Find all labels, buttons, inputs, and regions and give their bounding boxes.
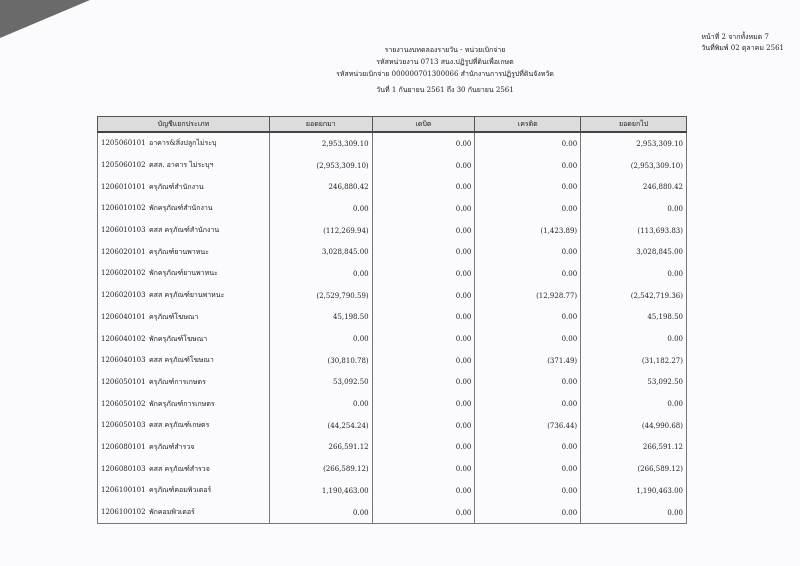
account-code: 1206080103 bbox=[101, 464, 146, 473]
account-code: 1206020103 bbox=[101, 291, 146, 300]
opening-balance-cell: 266,591.12 bbox=[269, 437, 372, 459]
opening-balance-cell: 0.00 bbox=[269, 328, 372, 350]
account-code: 1206020101 bbox=[101, 247, 146, 256]
closing-balance-cell: 246,880.42 bbox=[581, 176, 687, 198]
account-code: 1206010103 bbox=[101, 226, 146, 235]
debit-cell: 0.00 bbox=[372, 393, 475, 415]
opening-balance-cell: 2,953,309.10 bbox=[269, 132, 372, 155]
table-row bbox=[98, 241, 687, 263]
table-row bbox=[98, 307, 687, 329]
agency-code: รหัสหน่วยงาน 0713 สนง.ปฏิรูปที่ดินเพื่อเกษต bbox=[376, 58, 514, 66]
col-closing: ยอดยกไป bbox=[581, 117, 687, 133]
closing-balance-cell: 0.00 bbox=[581, 502, 687, 524]
account-cell bbox=[98, 155, 270, 177]
debit-cell: 0.00 bbox=[372, 263, 475, 285]
account-code: 1206040101 bbox=[101, 312, 146, 321]
account-name: ครุภัณฑ์สำรวจ bbox=[149, 442, 195, 451]
print-date: วันที่พิมพ์ 02 ตุลาคม 2561 bbox=[701, 44, 784, 52]
closing-balance-cell: (2,542,719.36) bbox=[581, 285, 687, 307]
account-cell bbox=[98, 502, 270, 524]
closing-balance-cell: 266,591.12 bbox=[581, 437, 687, 459]
account-cell bbox=[98, 393, 270, 415]
account-name: ครุภัณฑ์คอมพิวเตอร์ bbox=[149, 486, 212, 495]
credit-cell: (736.44) bbox=[475, 415, 581, 437]
credit-cell: 0.00 bbox=[475, 198, 581, 220]
credit-cell: 0.00 bbox=[475, 241, 581, 263]
debit-cell: 0.00 bbox=[372, 241, 475, 263]
account-name: พักครุภัณฑ์การเกษตร bbox=[149, 399, 215, 408]
table-row bbox=[98, 480, 687, 502]
closing-balance-cell: 0.00 bbox=[581, 198, 687, 220]
table-row bbox=[98, 502, 687, 524]
table-row bbox=[98, 132, 687, 155]
account-name: พักครุภัณฑ์โฆษณา bbox=[149, 334, 208, 343]
opening-balance-cell: (266,589.12) bbox=[269, 458, 372, 480]
account-cell bbox=[98, 285, 270, 307]
credit-cell: 0.00 bbox=[475, 393, 581, 415]
opening-balance-cell: 53,092.50 bbox=[269, 372, 372, 394]
debit-cell: 0.00 bbox=[372, 155, 475, 177]
account-cell bbox=[98, 176, 270, 198]
account-name: คสส ครุภัณฑ์สำรวจ bbox=[149, 464, 210, 473]
table-row bbox=[98, 155, 687, 177]
account-code: 1205060101 bbox=[101, 139, 146, 148]
credit-cell: 0.00 bbox=[475, 155, 581, 177]
debit-cell: 0.00 bbox=[372, 415, 475, 437]
col-account: บัญชีแยกประเภท bbox=[98, 117, 270, 133]
closing-balance-cell: 3,028,845.00 bbox=[581, 241, 687, 263]
closing-balance-cell: 0.00 bbox=[581, 263, 687, 285]
closing-balance-cell: 1,190,463.00 bbox=[581, 480, 687, 502]
account-code: 1206040102 bbox=[101, 334, 146, 343]
debit-cell: 0.00 bbox=[372, 437, 475, 459]
page-number: หน้าที่ 2 จากทั้งหมด 7 bbox=[701, 33, 769, 41]
credit-cell: 0.00 bbox=[475, 502, 581, 524]
account-name: ครุภัณฑ์การเกษตร bbox=[149, 377, 206, 386]
account-cell bbox=[98, 350, 270, 372]
opening-balance-cell: 0.00 bbox=[269, 393, 372, 415]
table-row bbox=[98, 458, 687, 480]
opening-balance-cell: (30,810.78) bbox=[269, 350, 372, 372]
account-name: ครุภัณฑ์ยานพาหนะ bbox=[149, 247, 209, 256]
debit-cell: 0.00 bbox=[372, 220, 475, 242]
account-cell bbox=[98, 198, 270, 220]
closing-balance-cell: 0.00 bbox=[581, 393, 687, 415]
closing-balance-cell: (44,990.68) bbox=[581, 415, 687, 437]
account-cell bbox=[98, 132, 270, 155]
account-name: ครุภัณฑ์สำนักงาน bbox=[149, 182, 204, 191]
opening-balance-cell: 3,028,845.00 bbox=[269, 241, 372, 263]
debit-cell: 0.00 bbox=[372, 285, 475, 307]
account-code: 1206100101 bbox=[101, 486, 146, 495]
account-code: 1206100102 bbox=[101, 508, 146, 517]
credit-cell: 0.00 bbox=[475, 176, 581, 198]
closing-balance-cell: 0.00 bbox=[581, 328, 687, 350]
report-period: วันที่ 1 กันยายน 2561 ถึง 30 กันยายน 2561 bbox=[376, 86, 514, 94]
account-code: 1206080101 bbox=[101, 442, 146, 451]
closing-balance-cell: 2,953,309.10 bbox=[581, 132, 687, 155]
account-name: คสส ครุภัณฑ์เกษตร bbox=[149, 421, 210, 430]
account-cell bbox=[98, 307, 270, 329]
opening-balance-cell: 0.00 bbox=[269, 198, 372, 220]
account-code: 1206040103 bbox=[101, 356, 146, 365]
closing-balance-cell: (2,953,309.10) bbox=[581, 155, 687, 177]
debit-cell: 0.00 bbox=[372, 328, 475, 350]
credit-cell: 0.00 bbox=[475, 132, 581, 155]
table-body bbox=[98, 132, 687, 524]
account-name: คสส ครุภัณฑ์ยานพาหนะ bbox=[149, 291, 225, 300]
opening-balance-cell: (2,953,309.10) bbox=[269, 155, 372, 177]
account-code: 1206050101 bbox=[101, 377, 146, 386]
table-row bbox=[98, 328, 687, 350]
debit-cell: 0.00 bbox=[372, 372, 475, 394]
credit-cell: (1,423.89) bbox=[475, 220, 581, 242]
col-opening: ยอดยกมา bbox=[269, 117, 372, 133]
table-row bbox=[98, 393, 687, 415]
disbursement-unit: รหัสหน่วยเบิกจ่าย 000000701300066 สำนักงานการปฏิรูปที่ดินจังหวัด bbox=[336, 70, 554, 78]
closing-balance-cell: 53,092.50 bbox=[581, 372, 687, 394]
opening-balance-cell: 45,198.50 bbox=[269, 307, 372, 329]
closing-balance-cell: (31,182.27) bbox=[581, 350, 687, 372]
credit-cell: 0.00 bbox=[475, 458, 581, 480]
report-title: รายงานงบทดลองรายวัน - หน่วยเบิกจ่าย bbox=[384, 46, 506, 54]
account-cell bbox=[98, 372, 270, 394]
account-cell bbox=[98, 241, 270, 263]
col-credit: เครดิต bbox=[475, 117, 581, 133]
account-cell bbox=[98, 458, 270, 480]
closing-balance-cell: (113,693.83) bbox=[581, 220, 687, 242]
credit-cell: 0.00 bbox=[475, 480, 581, 502]
table-row bbox=[98, 198, 687, 220]
account-name: ครุภัณฑ์โฆษณา bbox=[149, 312, 199, 321]
trial-balance-table bbox=[97, 116, 687, 524]
debit-cell: 0.00 bbox=[372, 350, 475, 372]
opening-balance-cell: 0.00 bbox=[269, 263, 372, 285]
account-cell bbox=[98, 437, 270, 459]
account-code: 1206050103 bbox=[101, 421, 146, 430]
credit-cell: (12,928.77) bbox=[475, 285, 581, 307]
table-row bbox=[98, 415, 687, 437]
table-row bbox=[98, 176, 687, 198]
table-row bbox=[98, 372, 687, 394]
debit-cell: 0.00 bbox=[372, 480, 475, 502]
table-row bbox=[98, 220, 687, 242]
scan-shadow-corner bbox=[0, 0, 90, 38]
credit-cell: 0.00 bbox=[475, 437, 581, 459]
credit-cell: 0.00 bbox=[475, 307, 581, 329]
account-code: 1205060102 bbox=[101, 161, 146, 170]
debit-cell: 0.00 bbox=[372, 458, 475, 480]
debit-cell: 0.00 bbox=[372, 176, 475, 198]
opening-balance-cell: (44,254.24) bbox=[269, 415, 372, 437]
account-code: 1206010102 bbox=[101, 204, 146, 213]
account-name: คสส. อาคาร ไม่ระบุฯ bbox=[149, 161, 214, 170]
credit-cell: 0.00 bbox=[475, 263, 581, 285]
opening-balance-cell: (112,269.94) bbox=[269, 220, 372, 242]
debit-cell: 0.00 bbox=[372, 502, 475, 524]
account-cell bbox=[98, 220, 270, 242]
account-name: อาคาร&สิ่งปลูกไม่ระบุ bbox=[149, 139, 217, 148]
debit-cell: 0.00 bbox=[372, 307, 475, 329]
closing-balance-cell: 45,198.50 bbox=[581, 307, 687, 329]
credit-cell: (371.49) bbox=[475, 350, 581, 372]
table-row bbox=[98, 263, 687, 285]
account-cell bbox=[98, 480, 270, 502]
opening-balance-cell: (2,529,790.59) bbox=[269, 285, 372, 307]
account-name: พักครุภัณฑ์ยานพาหนะ bbox=[149, 269, 218, 278]
account-name: คสส ครุภัณฑ์โฆษณา bbox=[149, 356, 214, 365]
account-cell bbox=[98, 328, 270, 350]
table-header-row bbox=[98, 117, 687, 133]
table-row bbox=[98, 285, 687, 307]
account-code: 1206020102 bbox=[101, 269, 146, 278]
opening-balance-cell: 246,880.42 bbox=[269, 176, 372, 198]
credit-cell: 0.00 bbox=[475, 328, 581, 350]
opening-balance-cell: 1,190,463.00 bbox=[269, 480, 372, 502]
account-name: คสส ครุภัณฑ์สำนักงาน bbox=[149, 226, 220, 235]
table-row bbox=[98, 437, 687, 459]
col-debit: เดบิต bbox=[372, 117, 475, 133]
account-cell bbox=[98, 263, 270, 285]
table-row bbox=[98, 350, 687, 372]
closing-balance-cell: (266,589.12) bbox=[581, 458, 687, 480]
account-cell bbox=[98, 415, 270, 437]
account-code: 1206050102 bbox=[101, 399, 146, 408]
credit-cell: 0.00 bbox=[475, 372, 581, 394]
debit-cell: 0.00 bbox=[372, 198, 475, 220]
report-header bbox=[0, 44, 800, 96]
account-code: 1206010101 bbox=[101, 182, 146, 191]
account-name: พักครุภัณฑ์สำนักงาน bbox=[149, 204, 213, 213]
opening-balance-cell: 0.00 bbox=[269, 502, 372, 524]
account-name: พักคอมพิวเตอร์ bbox=[149, 508, 195, 517]
debit-cell: 0.00 bbox=[372, 132, 475, 155]
